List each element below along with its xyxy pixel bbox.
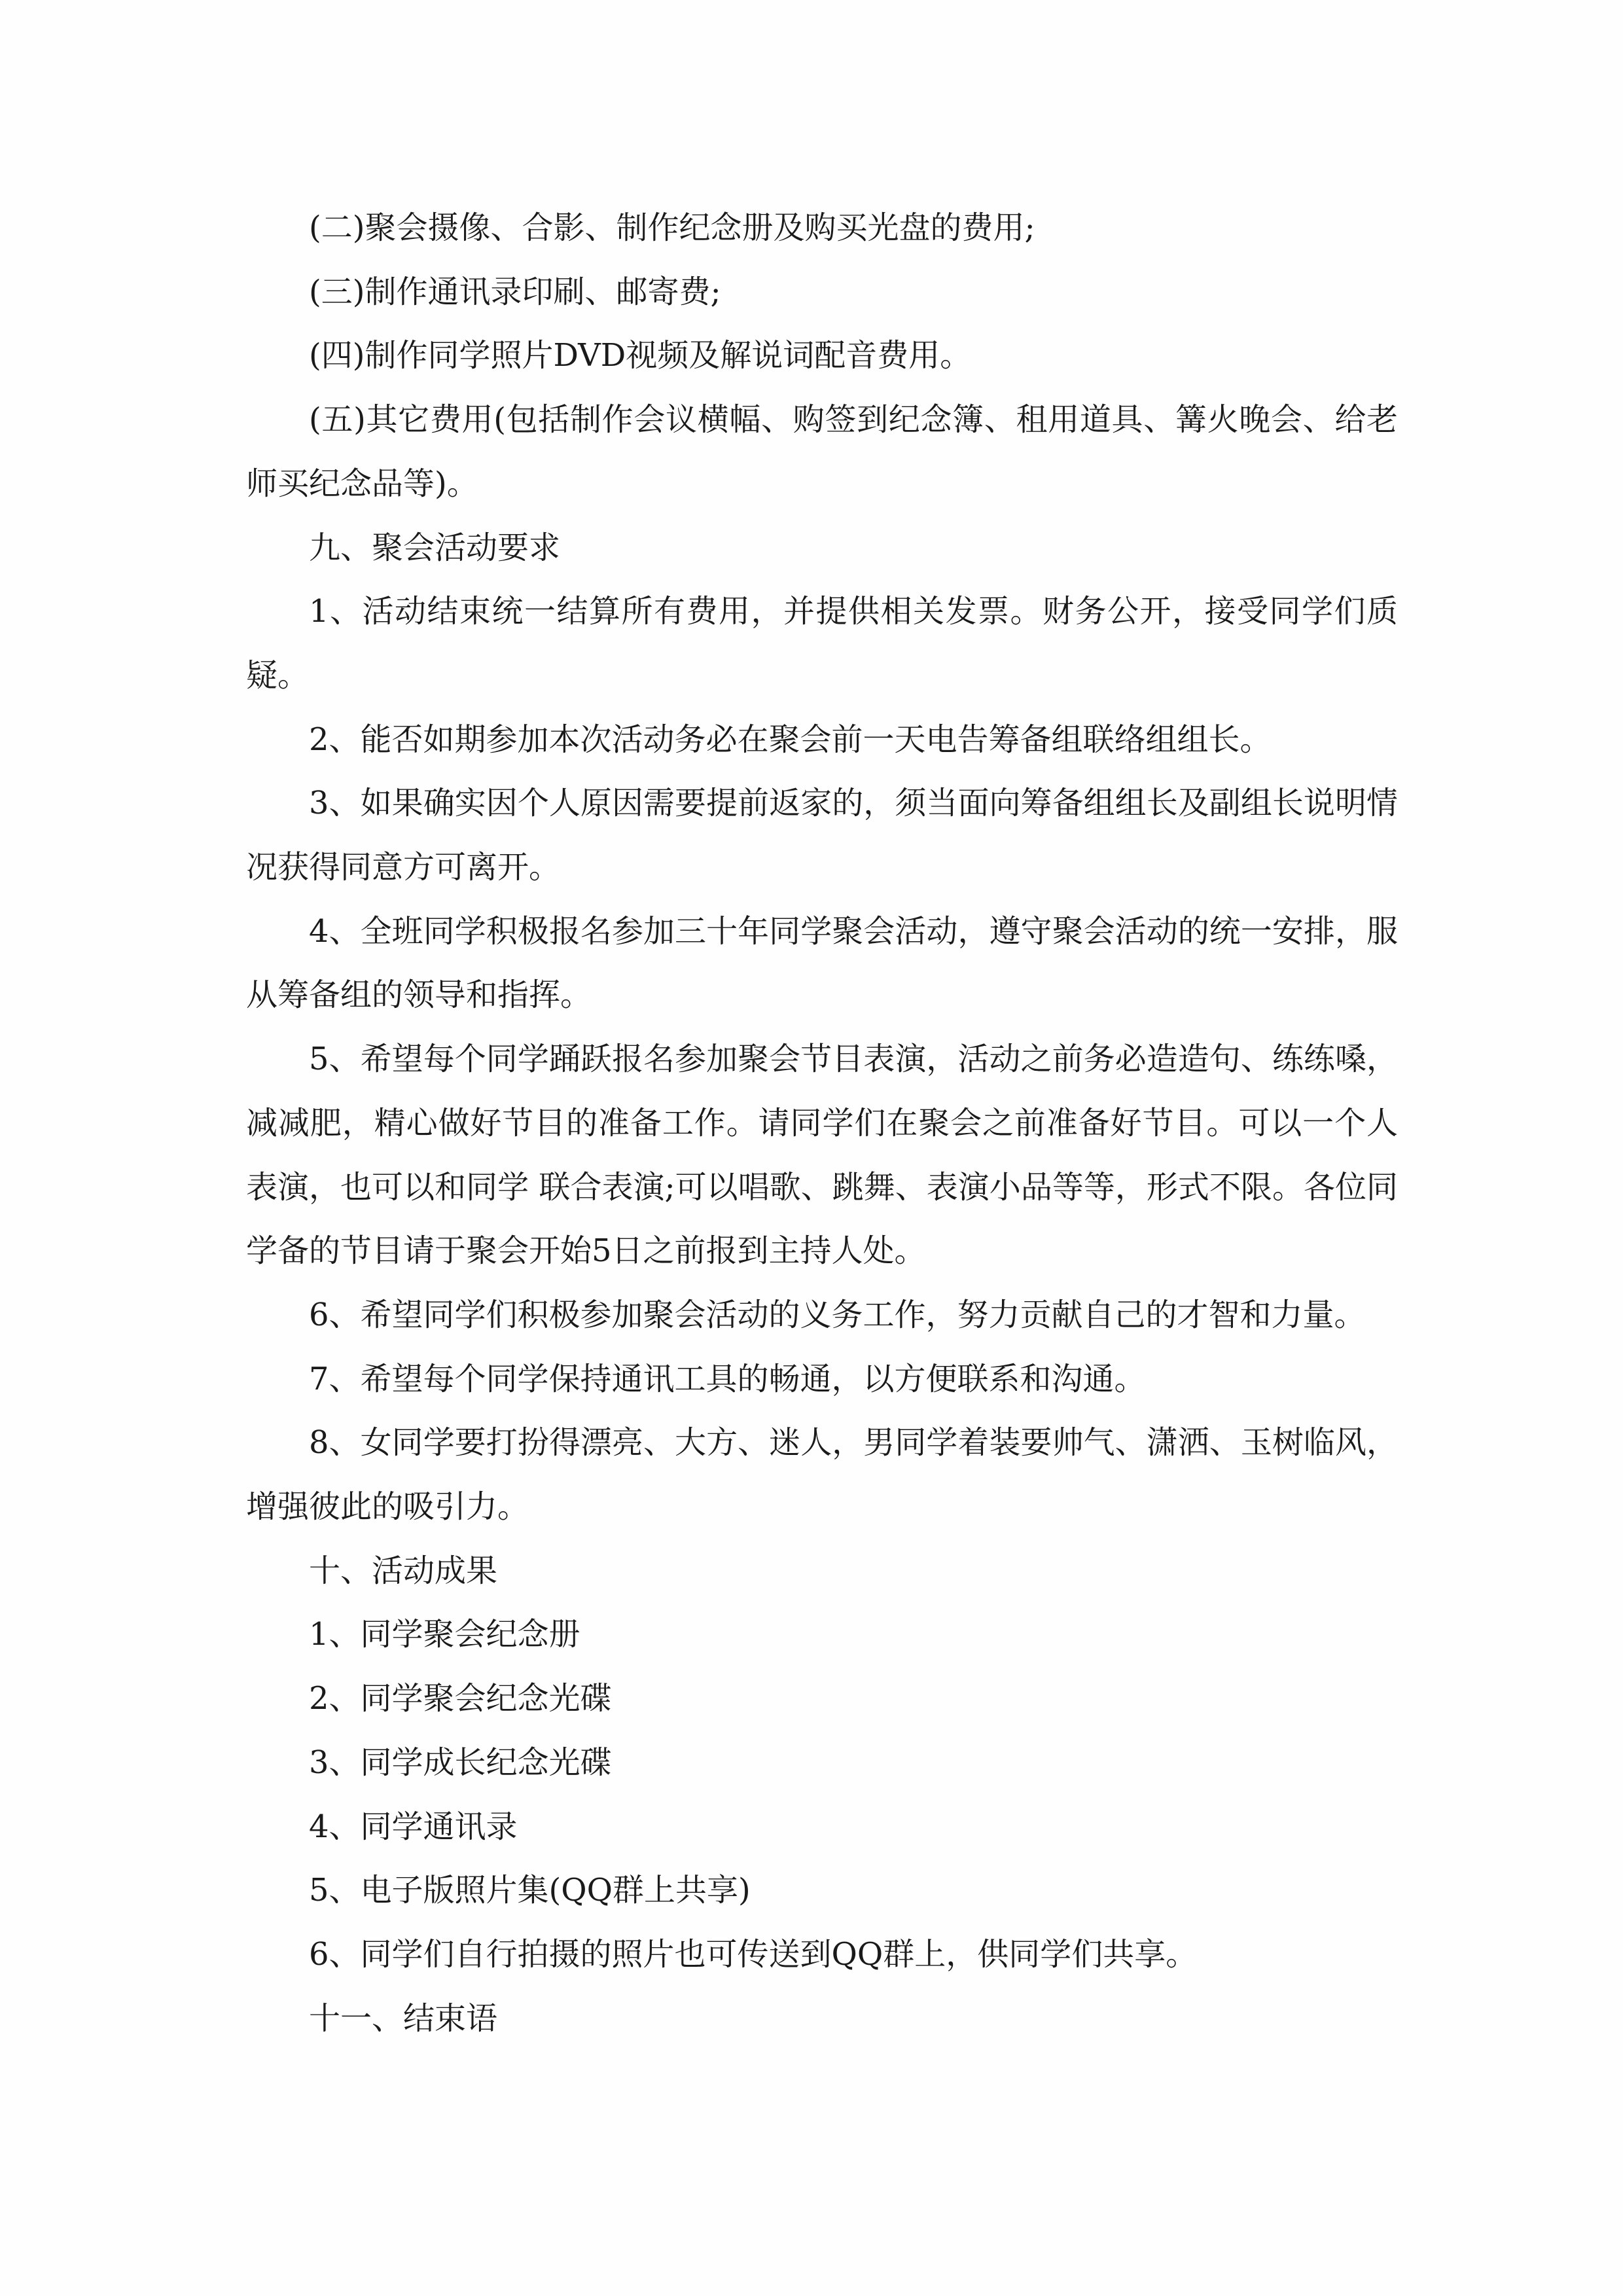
result-item-5: 5、电子版照片集(QQ群上共享) <box>309 1872 751 1909</box>
requirement-item-2: 2、能否如期参加本次活动务必在聚会前一天电告筹备组联络组组长。 <box>309 721 1272 758</box>
section-heading-9: 九、聚会活动要求 <box>309 529 561 566</box>
paragraph-fee-item-3: (三)制作通讯录印刷、邮寄费; <box>309 273 721 310</box>
requirement-item-6: 6、希望同学们积极参加聚会活动的义务工作，努力贡献自己的才智和力量。 <box>309 1296 1366 1333</box>
result-item-2: 2、同学聚会纪念光碟 <box>309 1680 612 1717</box>
result-item-6: 6、同学们自行拍摄的照片也可传送到QQ群上，供同学们共享。 <box>309 1935 1198 1973</box>
result-item-3: 3、同学成长纪念光碟 <box>309 1744 612 1781</box>
requirement-item-5: 5、希望每个同学踊跃报名参加聚会节目表演，活动之前务必造造句、练练嗓，减减肥，精心做好节目的准备工作。请同学们在聚会之前准备好节目。可以一个人表演，也可以和同学 联合表演;可以唱歌、跳舞、表演小品等等，形式不限。各位同学备的节目请于聚会开始5日之前报到主持人处。 <box>246 1041 1398 1270</box>
paragraph-fee-item-4: (四)制作同学照片DVD视频及解说词配音费用。 <box>309 337 972 374</box>
requirement-item-1: 1、活动结束统一结算所有费用，并提供相关发票。财务公开，接受同学们质疑。 <box>246 593 1398 694</box>
paragraph-fee-item-2: (二)聚会摄像、合影、制作纪念册及购买光盘的费用; <box>309 209 1035 246</box>
section-heading-10: 十、活动成果 <box>309 1552 498 1589</box>
requirement-item-7: 7、希望每个同学保持通讯工具的畅通，以方便联系和沟通。 <box>309 1360 1146 1397</box>
requirement-item-8: 8、女同学要打扮得漂亮、大方、迷人，男同学着装要帅气、潇洒、玉树临风，增强彼此的吸引力。 <box>246 1424 1398 1526</box>
requirement-item-4: 4、全班同学积极报名参加三十年同学聚会活动，遵守聚会活动的统一安排，服从筹备组的领导和指挥。 <box>246 912 1398 1014</box>
paragraph-fee-item-5: (五)其它费用(包括制作会议横幅、购签到纪念簿、租用道具、篝火晚会、给老师买纪念品等)。 <box>246 401 1398 502</box>
requirement-item-3: 3、如果确实因个人原因需要提前返家的，须当面向筹备组组长及副组长说明情况获得同意方可离开。 <box>246 785 1398 886</box>
result-item-4: 4、同学通讯录 <box>309 1808 518 1845</box>
result-item-1: 1、同学聚会纪念册 <box>309 1616 580 1653</box>
section-heading-11: 十一、结束语 <box>309 2000 498 2037</box>
document-body <box>246 196 1398 2051</box>
